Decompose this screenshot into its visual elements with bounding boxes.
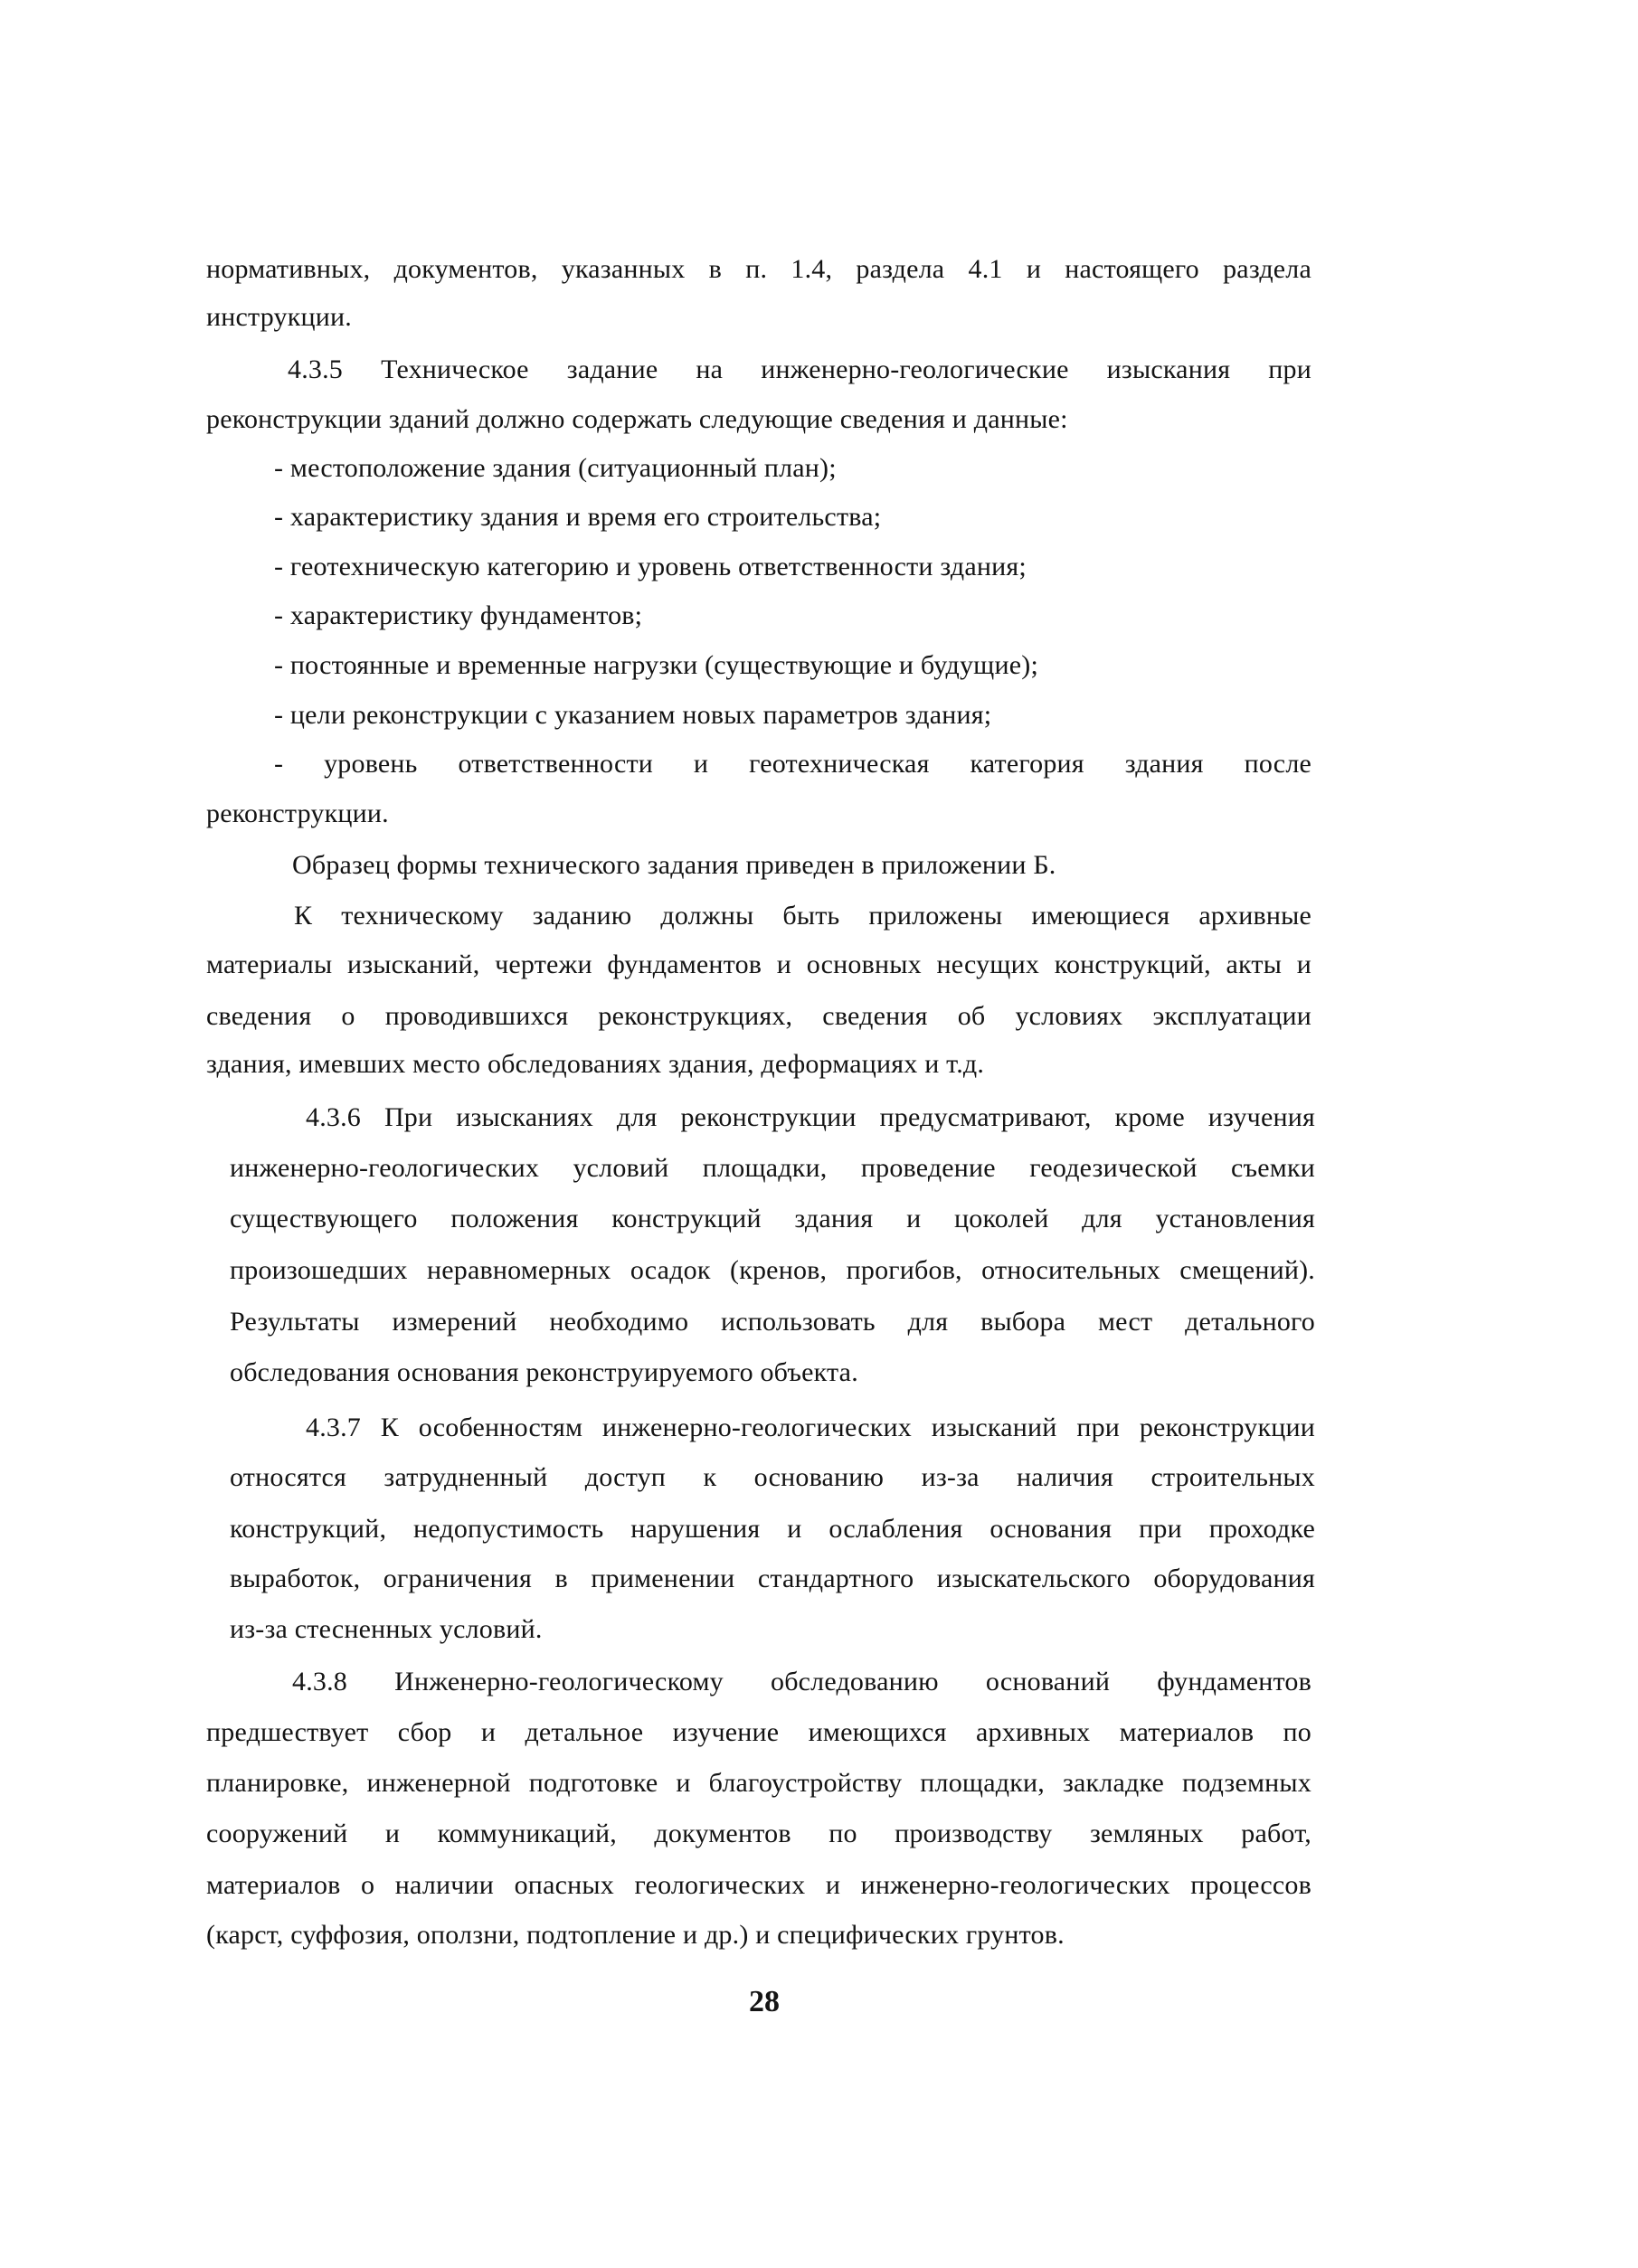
- text-line: К техническому заданию должны быть приложены имеющиеся архивные: [294, 901, 1311, 931]
- text-line: 4.3.7 К особенностям инженерно-геологических изысканий при реконструкции: [306, 1413, 1315, 1442]
- text-line: планировке, инженерной подготовке и благоустройству площадки, закладке подземных: [206, 1768, 1311, 1798]
- text-line: - местоположение здания (ситуационный план);: [274, 453, 837, 483]
- text-line: сведения о проводившихся реконструкциях, сведения об условиях эксплуатации: [206, 1001, 1311, 1031]
- text-line: 4.3.5 Техническое задание на инженерно-геологические изыскания при: [288, 354, 1311, 384]
- text-line: существующего положения конструкций здания и цоколей для установления: [230, 1204, 1315, 1233]
- text-line: Результаты измерений необходимо использовать для выбора мест детального: [230, 1307, 1315, 1337]
- text-line: 4.3.8 Инженерно-геологическому обследованию оснований фундаментов: [292, 1667, 1311, 1696]
- text-line: - постоянные и временные нагрузки (существующие и будущие);: [274, 650, 1038, 680]
- text-line: нормативных, документов, указанных в п. 1.4, раздела 4.1 и настоящего раздела: [206, 254, 1311, 284]
- text-line: здания, имевших место обследованиях здания, деформациях и т.д.: [206, 1049, 985, 1079]
- text-line: материалы изысканий, чертежи фундаментов и основных несущих конструкций, акты и: [206, 950, 1311, 979]
- text-line: предшествует сбор и детальное изучение имеющихся архивных материалов по: [206, 1717, 1311, 1747]
- text-line: (карст, суффозия, оползни, подтопление и др.) и специфических грунтов.: [206, 1920, 1065, 1950]
- text-line: - уровень ответственности и геотехническая категория здания после: [274, 749, 1311, 779]
- text-line: 4.3.6 При изысканиях для реконструкции предусматривают, кроме изучения: [306, 1102, 1315, 1132]
- text-line: реконструкции.: [206, 799, 389, 828]
- text-line: - цели реконструкции с указанием новых параметров здания;: [274, 700, 992, 730]
- text-line: из-за стесненных условий.: [230, 1614, 543, 1644]
- text-line: произошедших неравномерных осадок (кренов, прогибов, относительных смещений).: [230, 1255, 1315, 1285]
- text-line: реконструкции зданий должно содержать следующие сведения и данные:: [206, 404, 1068, 434]
- text-line: Образец формы технического задания приведен в приложении Б.: [292, 850, 1056, 880]
- text-line: выработок, ограничения в применении стандартного изыскательского оборудования: [230, 1564, 1315, 1593]
- text-line: относятся затрудненный доступ к основанию из-за наличия строительных: [230, 1462, 1315, 1492]
- text-line: инструкции.: [206, 302, 352, 332]
- text-line: инженерно-геологических условий площадки, проведение геодезической съемки: [230, 1153, 1315, 1183]
- text-line: - геотехническую категорию и уровень ответственности здания;: [274, 552, 1027, 581]
- text-line: материалов о наличии опасных геологических и инженерно-геологических процессов: [206, 1870, 1311, 1900]
- page-number: 28: [749, 1985, 780, 2018]
- text-line: - характеристику фундаментов;: [274, 600, 643, 630]
- text-line: конструкций, недопустимость нарушения и ослабления основания при проходке: [230, 1514, 1315, 1544]
- text-line: сооружений и коммуникаций, документов по производству земляных работ,: [206, 1819, 1311, 1848]
- text-line: - характеристику здания и время его строительства;: [274, 502, 882, 532]
- text-line: обследования основания реконструируемого объекта.: [230, 1357, 858, 1387]
